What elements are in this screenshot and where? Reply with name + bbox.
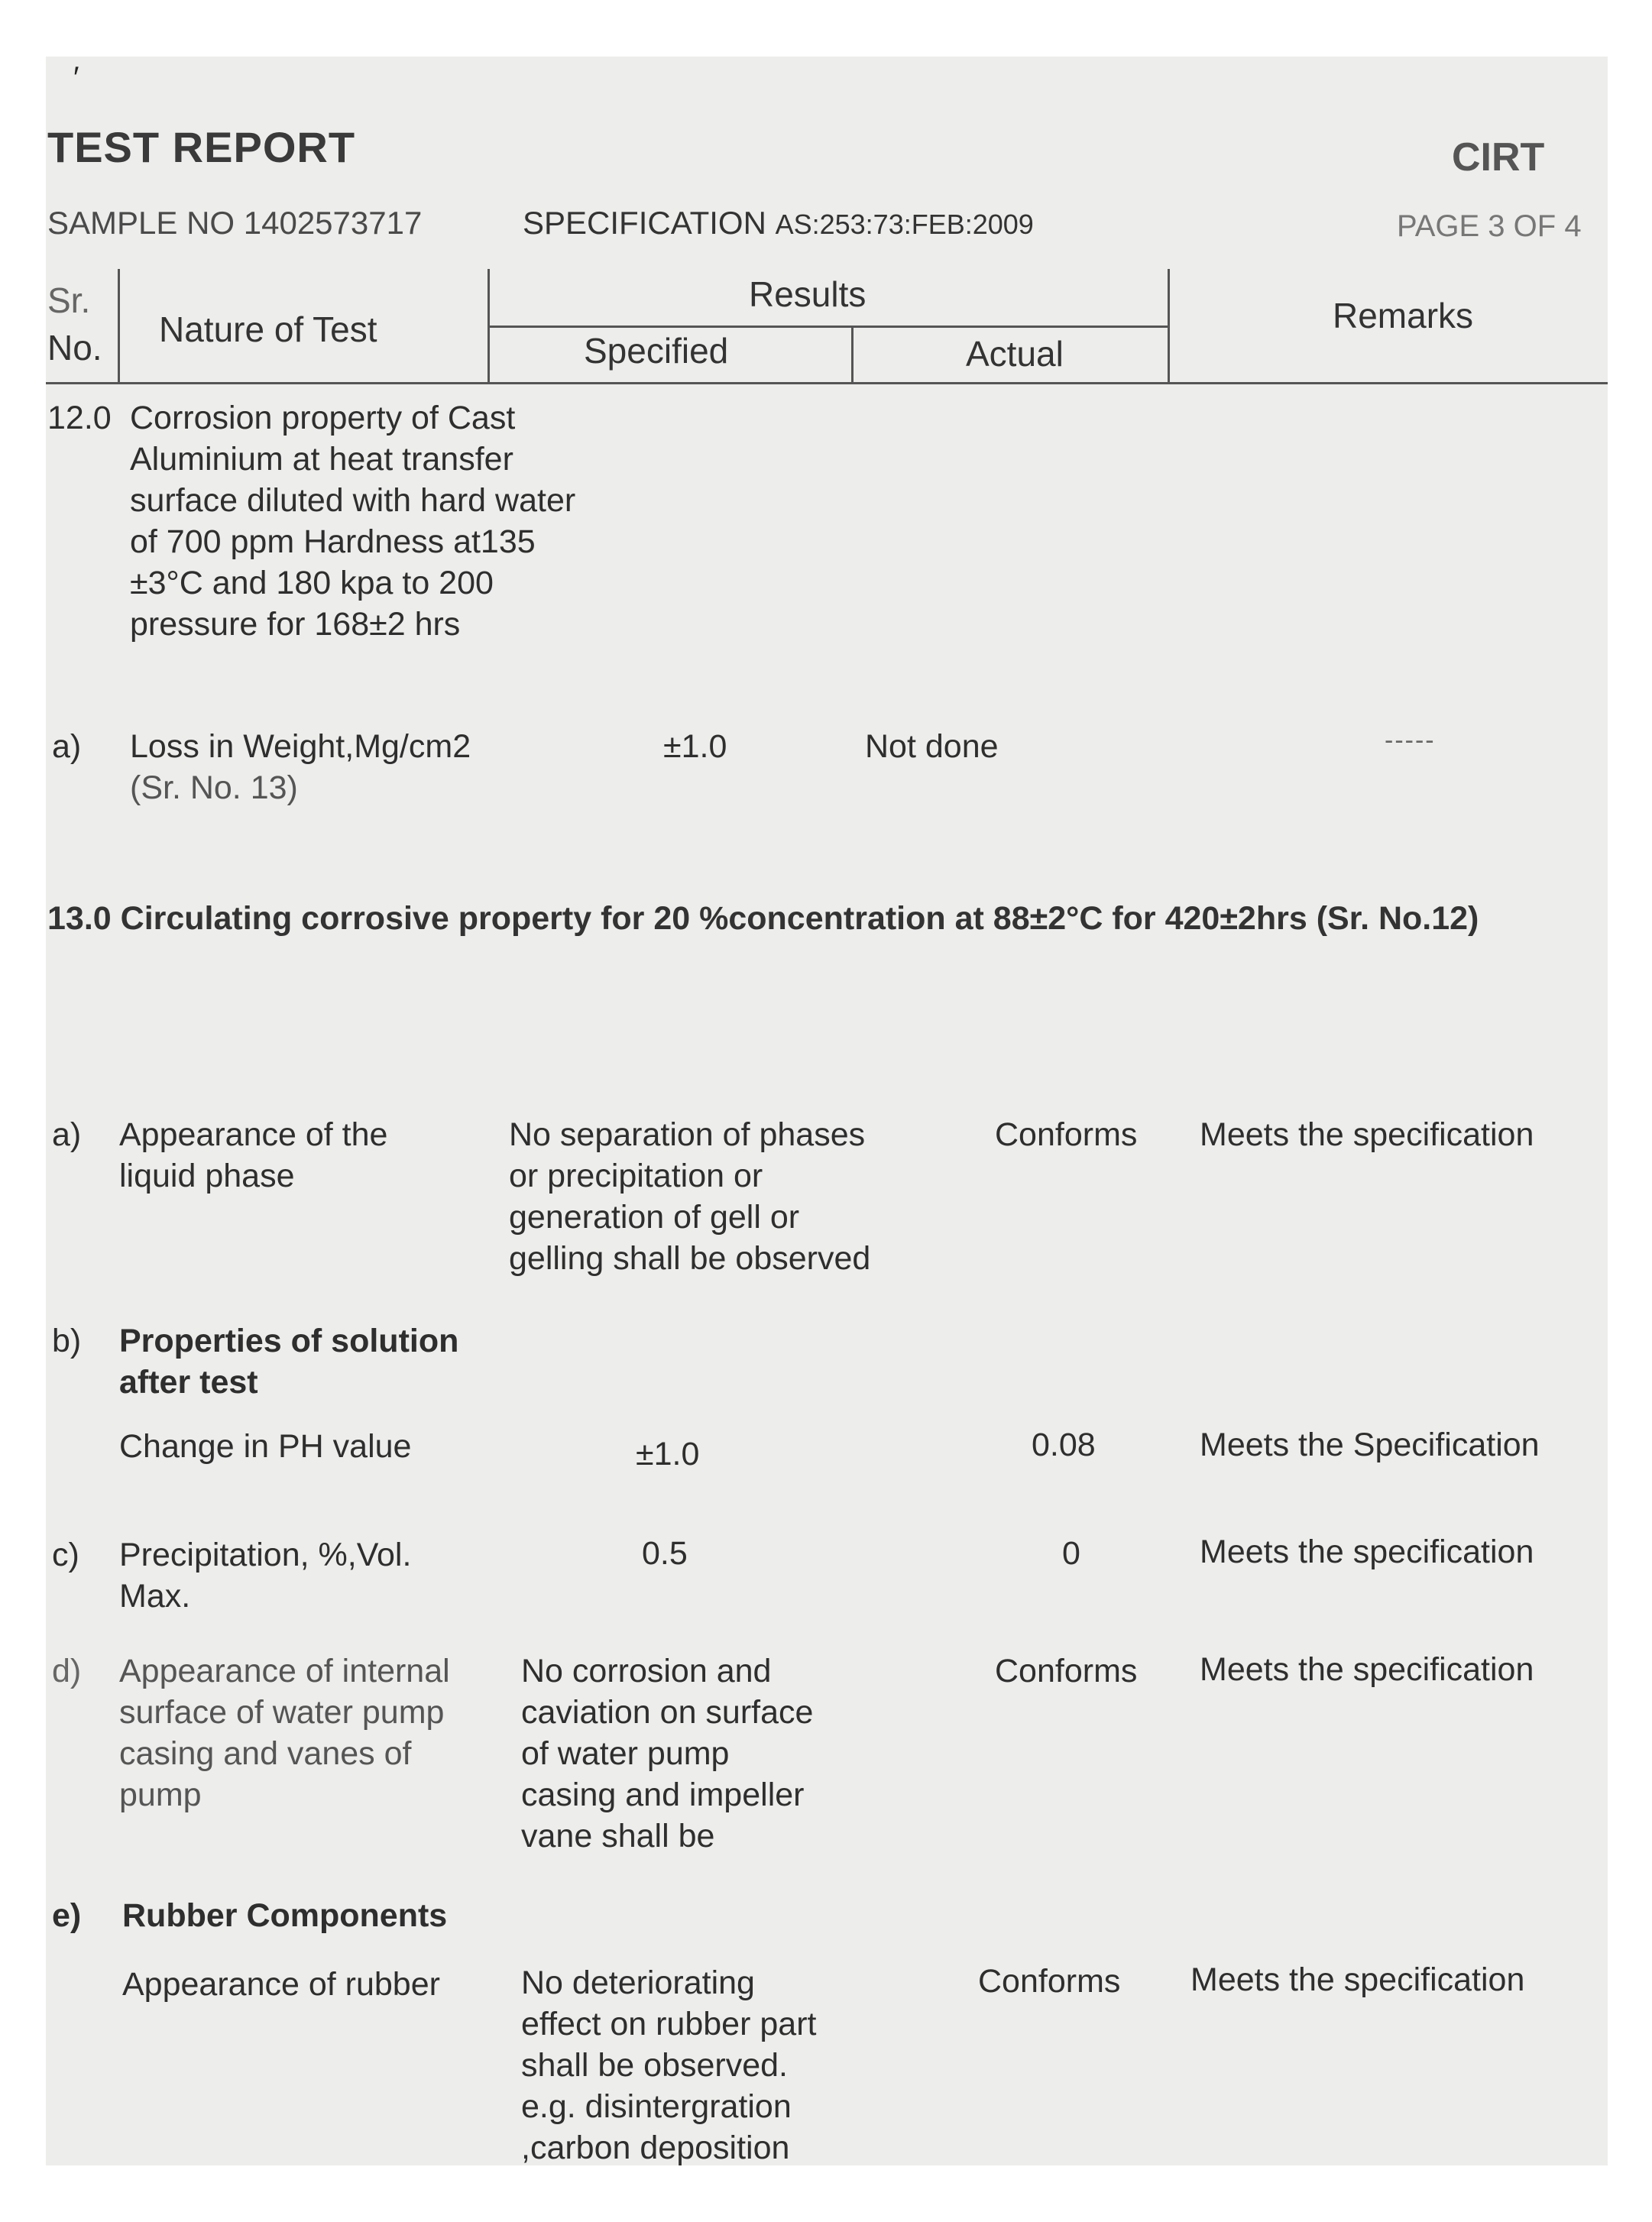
- row-13b-specified: ±1.0: [636, 1436, 700, 1472]
- row-13e-remarks: Meets the specification: [1190, 1961, 1525, 1998]
- page-number: PAGE 3 OF 4: [1397, 209, 1582, 243]
- text-line: vane shall be: [521, 1818, 715, 1854]
- row-12a-test: [130, 726, 471, 808]
- text-line: caviation on surface: [521, 1694, 814, 1731]
- row-13e-actual: Conforms: [978, 1963, 1121, 2000]
- text-line: Appearance of the: [119, 1116, 388, 1153]
- row-13d-label: d): [52, 1653, 82, 1689]
- scan-mark: ′: [73, 61, 79, 95]
- text-line: No deteriorating: [521, 1964, 755, 2001]
- text-line: No separation of phases: [509, 1116, 866, 1153]
- row-13c-test: [119, 1534, 411, 1617]
- text-line: surface of water pump: [119, 1694, 445, 1731]
- text-line: shall be observed.: [521, 2047, 788, 2084]
- row-13c-label: c): [52, 1537, 79, 1573]
- text-line: No corrosion and: [521, 1653, 772, 1689]
- row-13b-heading: [119, 1320, 458, 1403]
- row-13e-specified: [521, 1962, 816, 2169]
- text-line: Corrosion property of Cast: [130, 400, 516, 436]
- row-12a-specified: ±1.0: [663, 728, 727, 765]
- text-line: casing and impeller: [521, 1777, 805, 1813]
- row-13b-actual: 0.08: [1032, 1427, 1096, 1463]
- text-line: surface diluted with hard water: [130, 482, 576, 519]
- table-divider: [118, 269, 120, 382]
- organization-name: CIRT: [1452, 135, 1545, 180]
- text-line: Properties of solution: [119, 1323, 459, 1359]
- header-actual: Actual: [966, 334, 1064, 374]
- row-13c-remarks: Meets the specification: [1200, 1534, 1534, 1570]
- text-line: ,carbon deposition: [521, 2130, 790, 2166]
- table-divider: [46, 382, 1608, 384]
- sample-number: SAMPLE NO 1402573717: [47, 205, 423, 241]
- text-line: pressure for 168±2 hrs: [130, 606, 461, 643]
- row-13a-remarks: Meets the specification: [1200, 1116, 1534, 1153]
- section-12-description: [130, 397, 575, 645]
- specification-code: AS:253:73:FEB:2009: [775, 209, 1034, 240]
- row-13a-actual: Conforms: [995, 1116, 1138, 1153]
- row-12a-label: a): [52, 728, 82, 765]
- text-line: casing and vanes of: [119, 1735, 412, 1772]
- table-divider: [851, 326, 854, 382]
- header-sr: Sr.: [47, 280, 91, 320]
- text-line: Appearance of internal: [119, 1653, 450, 1689]
- text-line: Precipitation, %,Vol.: [119, 1537, 412, 1573]
- row-13d-specified: [521, 1650, 813, 1857]
- text-line: after test: [119, 1364, 258, 1401]
- text-line: Aluminium at heat transfer: [130, 441, 513, 478]
- document-sheet: [46, 57, 1608, 2165]
- text-line: effect on rubber part: [521, 2006, 817, 2042]
- header-remarks: Remarks: [1333, 296, 1474, 335]
- text-line: e.g. disintergration: [521, 2088, 792, 2125]
- row-13d-actual: Conforms: [995, 1653, 1138, 1689]
- report-title: TEST REPORT: [47, 123, 356, 171]
- table-divider: [488, 326, 1170, 328]
- section-12-number: 12.0: [47, 400, 112, 436]
- specification: [523, 205, 1034, 241]
- row-13a-test: [119, 1114, 387, 1197]
- row-13c-actual: 0: [1062, 1535, 1080, 1572]
- text-line: (Sr. No. 13): [130, 769, 298, 806]
- row-13b-remarks: Meets the Specification: [1200, 1427, 1540, 1463]
- row-13c-specified: 0.5: [642, 1535, 688, 1572]
- row-13d-remarks: Meets the specification: [1200, 1651, 1534, 1688]
- header-nature-of-test: Nature of Test: [159, 309, 377, 349]
- text-line: of 700 ppm Hardness at135: [130, 523, 536, 560]
- text-line: gelling shall be observed: [509, 1240, 871, 1277]
- row-12a-remarks: -----: [1385, 726, 1436, 755]
- specification-label: SPECIFICATION: [523, 205, 766, 241]
- row-13a-specified: [509, 1114, 870, 1279]
- row-13a-label: a): [52, 1116, 82, 1153]
- header-results: Results: [749, 274, 866, 314]
- text-line: liquid phase: [119, 1158, 295, 1194]
- text-line: Max.: [119, 1578, 191, 1615]
- header-specified: Specified: [584, 331, 729, 371]
- section-13-heading: 13.0 Circulating corrosive property for 20 %concentration at 88±2°C for 420±2hrs (Sr. No.12): [47, 900, 1479, 937]
- header-no: No.: [47, 328, 102, 368]
- text-line: Loss in Weight,Mg/cm2: [130, 728, 471, 765]
- row-13e-test: Appearance of rubber: [122, 1966, 440, 2003]
- row-13e-heading: Rubber Components: [122, 1897, 448, 1934]
- row-13b-test: Change in PH value: [119, 1428, 412, 1465]
- row-13e-label: e): [52, 1897, 82, 1934]
- row-12a-actual: Not done: [865, 728, 999, 765]
- row-13b-label: b): [52, 1323, 82, 1359]
- text-line: ±3°C and 180 kpa to 200: [130, 565, 494, 601]
- text-line: generation of gell or: [509, 1199, 800, 1236]
- text-line: pump: [119, 1777, 202, 1813]
- text-line: of water pump: [521, 1735, 730, 1772]
- row-13d-test: [119, 1650, 450, 1815]
- text-line: or precipitation or: [509, 1158, 763, 1194]
